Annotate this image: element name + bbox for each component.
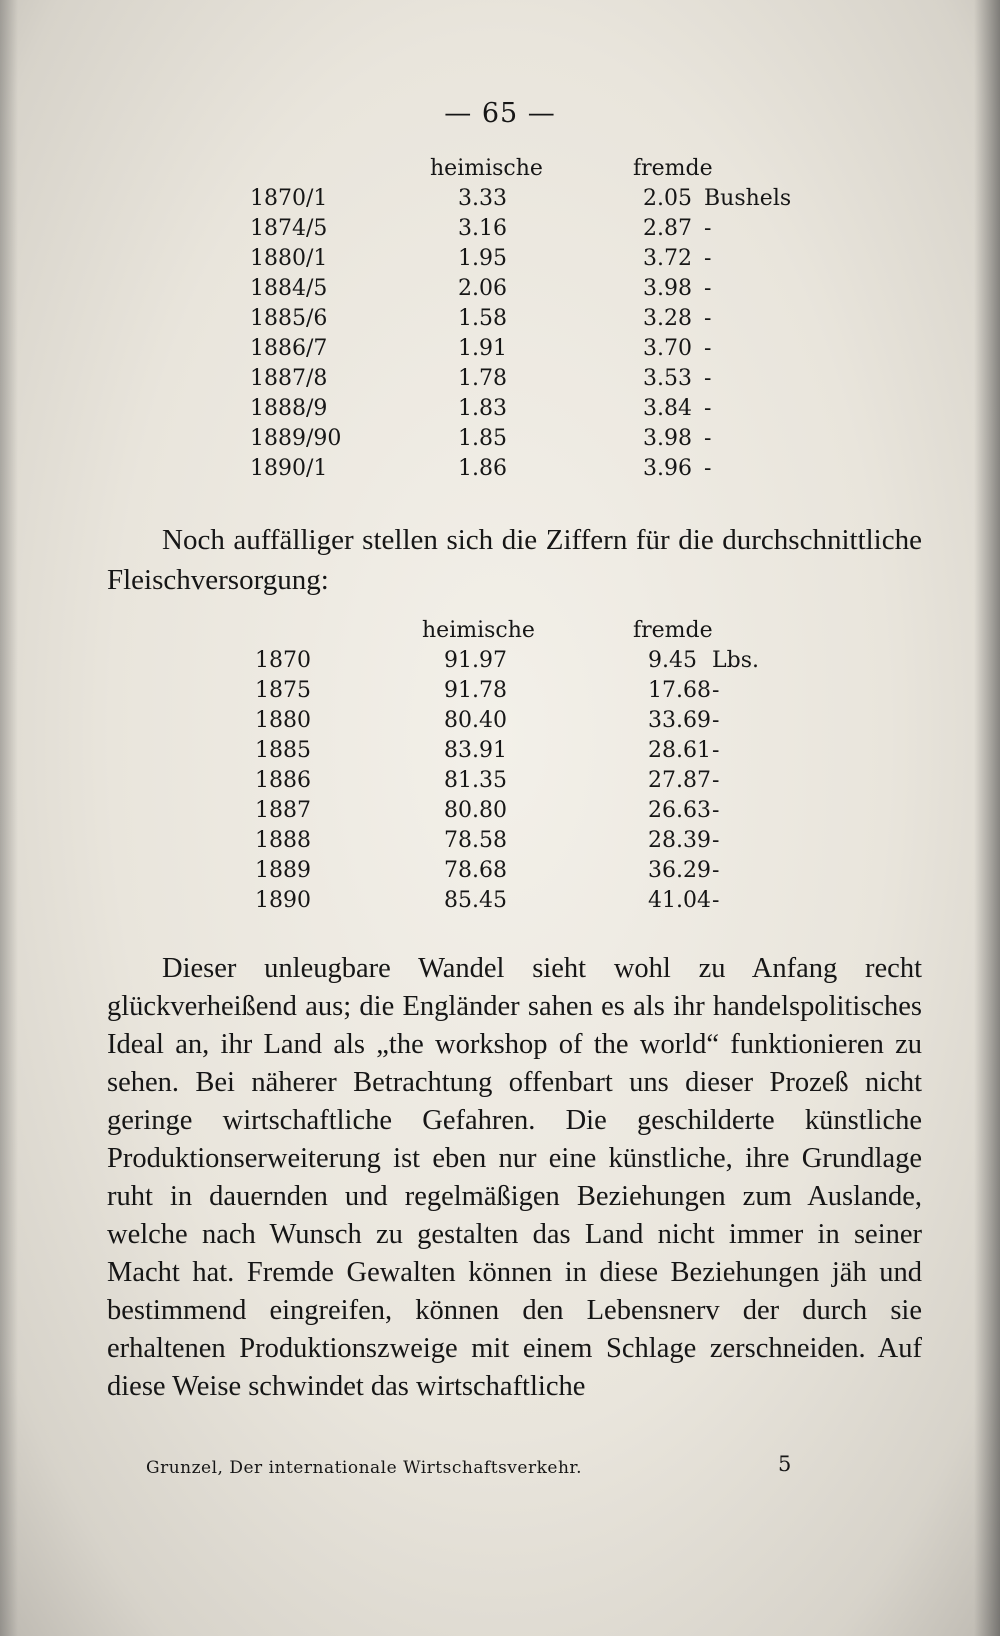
row-year: 1890 [255, 888, 311, 913]
row-year: 1885 [255, 738, 311, 763]
row-foreign-value: 27.87 [648, 768, 711, 793]
row-home-value: 91.97 [444, 648, 507, 673]
row-foreign-value: 28.39 [648, 828, 711, 853]
table-row [0, 186, 1000, 216]
row-year: 1870 [255, 648, 311, 673]
row-unit: - [712, 858, 720, 883]
row-year: 1884/5 [250, 276, 328, 301]
row-foreign-value: 3.72 [643, 246, 692, 271]
table-row [0, 426, 1000, 456]
paragraph-main [107, 950, 922, 1406]
header-home: heimische [422, 618, 535, 643]
row-unit: - [704, 336, 712, 361]
row-foreign-value: 28.61 [648, 738, 711, 763]
row-home-value: 91.78 [444, 678, 507, 703]
row-unit: - [712, 798, 720, 823]
row-foreign-value: 3.28 [643, 306, 692, 331]
paragraph-text: Dieser unleugbare Wandel sieht wohl zu Anfang recht glückverheißend aus; die Engländer sahen es als ihr handelspolitisches Ideal an, ihr Land als „the workshop of the world“ funktionieren zu sehen. Bei näherer Betrachtung offenbart uns dieser Prozeß nicht geringe wirtschaftliche Gefahren. Die geschilderte künstliche Produktionserweiterung ist eben nur eine künstliche, ihre Grundlage ruht in dauernden und regelmäßigen Beziehungen zum Auslande, welche nach Wunsch zu gestalten das Land nicht immer in seiner Macht hat. Fremde Gewalten können in diese Beziehungen jäh und bestimmend eingreifen, können den Lebensnerv der durch sie erhaltenen Produktionszweige mit einem Schlage zerschneiden. Auf diese Weise schwindet das wirtschaftliche [107, 953, 922, 1402]
table-header [0, 156, 1000, 186]
table-row [0, 456, 1000, 486]
row-unit: - [704, 426, 712, 451]
signature-line: Grunzel, Der internationale Wirtschaftsverkehr. [146, 1458, 583, 1478]
row-home-value: 78.68 [444, 858, 507, 883]
row-unit: - [712, 888, 720, 913]
row-home-value: 2.06 [458, 276, 507, 301]
table-row [0, 216, 1000, 246]
row-foreign-value: 3.98 [643, 426, 692, 451]
row-unit: - [712, 828, 720, 853]
row-year: 1889/90 [250, 426, 342, 451]
paragraph-intro [107, 520, 922, 600]
row-unit: - [704, 246, 712, 271]
row-foreign-value: 3.84 [643, 396, 692, 421]
row-unit: - [712, 738, 720, 763]
row-year: 1874/5 [250, 216, 328, 241]
row-home-value: 80.40 [444, 708, 507, 733]
table-row [0, 246, 1000, 276]
table-row [0, 366, 1000, 396]
table-row [0, 858, 1000, 888]
row-unit: - [704, 216, 712, 241]
table-row [0, 276, 1000, 306]
row-home-value: 78.58 [444, 828, 507, 853]
row-unit: - [704, 276, 712, 301]
row-home-value: 1.85 [458, 426, 507, 451]
row-unit: - [704, 306, 712, 331]
row-home-value: 85.45 [444, 888, 507, 913]
row-home-value: 1.86 [458, 456, 507, 481]
table-header [0, 618, 1000, 648]
row-year: 1887 [255, 798, 311, 823]
table-row [0, 768, 1000, 798]
table-row [0, 306, 1000, 336]
row-year: 1890/1 [250, 456, 328, 481]
row-year: 1880 [255, 708, 311, 733]
row-year: 1886 [255, 768, 311, 793]
row-unit: - [704, 456, 712, 481]
row-foreign-value: 9.45 [648, 648, 697, 673]
row-unit: - [712, 768, 720, 793]
sheet-number: 5 [778, 1452, 792, 1476]
row-foreign-value: 3.70 [643, 336, 692, 361]
row-year: 1885/6 [250, 306, 328, 331]
row-foreign-value: 17.68 [648, 678, 711, 703]
row-unit: - [704, 366, 712, 391]
table-row [0, 396, 1000, 426]
header-home: heimische [430, 156, 543, 181]
row-unit: - [712, 678, 720, 703]
row-foreign-value: 26.63 [648, 798, 711, 823]
table-row [0, 678, 1000, 708]
table-row [0, 888, 1000, 918]
page-number: — 65 — [444, 98, 556, 129]
row-home-value: 83.91 [444, 738, 507, 763]
row-year: 1870/1 [250, 186, 328, 211]
row-home-value: 1.91 [458, 336, 507, 361]
row-foreign-value: 3.53 [643, 366, 692, 391]
grain-supply-table [0, 156, 1000, 486]
row-unit: - [712, 708, 720, 733]
row-foreign-value: 2.87 [643, 216, 692, 241]
row-home-value: 1.95 [458, 246, 507, 271]
row-year: 1880/1 [250, 246, 328, 271]
row-year: 1889 [255, 858, 311, 883]
row-home-value: 3.16 [458, 216, 507, 241]
row-foreign-value: 3.96 [643, 456, 692, 481]
row-year: 1887/8 [250, 366, 328, 391]
row-year: 1888 [255, 828, 311, 853]
table-row [0, 648, 1000, 678]
header-foreign: fremde [633, 618, 713, 643]
table-row [0, 798, 1000, 828]
row-home-value: 80.80 [444, 798, 507, 823]
table-row [0, 738, 1000, 768]
row-foreign-value: 41.04 [648, 888, 711, 913]
row-unit: Bushels [704, 186, 792, 211]
paragraph-text: Noch auffälliger stellen sich die Ziffern für die durchschnittliche Fleischversorgung: [107, 524, 922, 596]
row-unit: - [704, 396, 712, 421]
row-foreign-value: 2.05 [643, 186, 692, 211]
row-home-value: 3.33 [458, 186, 507, 211]
row-year: 1875 [255, 678, 311, 703]
table-row [0, 708, 1000, 738]
row-home-value: 81.35 [444, 768, 507, 793]
row-year: 1886/7 [250, 336, 328, 361]
meat-supply-table [0, 618, 1000, 918]
row-foreign-value: 3.98 [643, 276, 692, 301]
row-foreign-value: 33.69 [648, 708, 711, 733]
row-home-value: 1.58 [458, 306, 507, 331]
header-foreign: fremde [633, 156, 713, 181]
row-unit: Lbs. [712, 648, 759, 673]
table-row [0, 336, 1000, 366]
table-row [0, 828, 1000, 858]
row-home-value: 1.78 [458, 366, 507, 391]
row-home-value: 1.83 [458, 396, 507, 421]
row-foreign-value: 36.29 [648, 858, 711, 883]
row-year: 1888/9 [250, 396, 328, 421]
